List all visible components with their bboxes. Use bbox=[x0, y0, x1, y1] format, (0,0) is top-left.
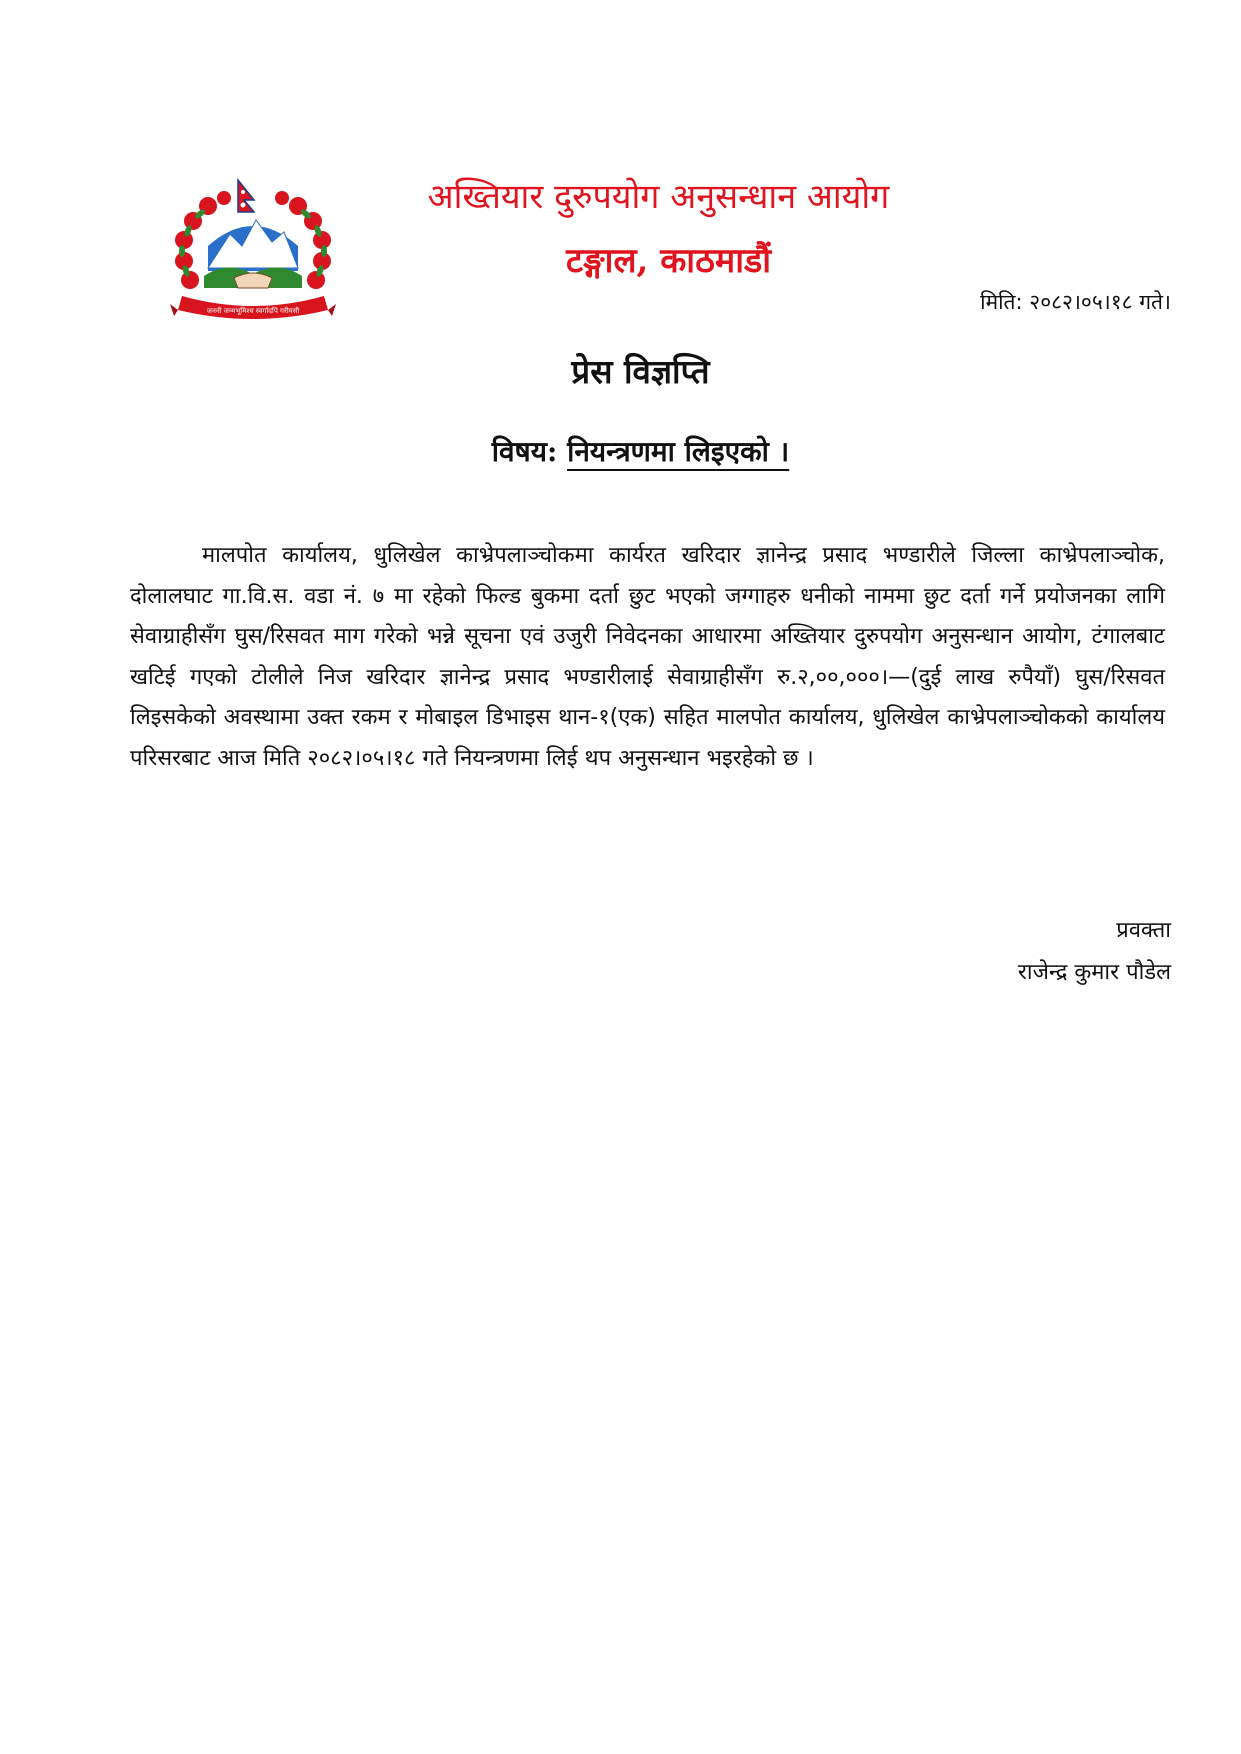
subject-line bbox=[0, 432, 1241, 470]
organization-name: अख्तियार दुरुपयोग अनुसन्धान आयोग bbox=[427, 177, 890, 217]
signature-block bbox=[1018, 910, 1171, 994]
svg-text:जननी जन्मभूमिश्च स्वर्गादपि गर: जननी जन्मभूमिश्च स्वर्गादपि गरीयसी bbox=[206, 307, 300, 315]
signatory-role: प्रवक्ता bbox=[1116, 918, 1171, 943]
body-paragraph: मालपोत कार्यालय, धुलिखेल काभ्रेपलाञ्चोकमा कार्यरत खरिदार ज्ञानेन्द्र प्रसाद भण्डारीले जिल्ला काभ्रेपलाञ्चोक, दोलालघाट गा.वि.स. वडा नं. ७ मा रहेको फिल्ड बुकमा दर्ता छुट भएको जग्गाहरु धनीको नाममा छुट दर्ता गर्ने प्रयोजनका लागि सेवाग्राहीसँग घुस/रिसवत माग गरेको भन्ने सूचना एवं उजुरी निवेदनका आधारमा अख्तियार दुरुपयोग अनुसन्धान आयोग, टंगालबाट खटिई गएको टोलीले निज खरिदार ज्ञानेन्द्र प्रसाद भण्डारीलाई सेवाग्राहीसँग रु.२,००,०००।—(दुई लाख रुपैयाँ) घुस/रिसवत लिइसकेको अवस्थामा उक्त रकम र मोबाइल डिभाइस थान-१(एक) सहित मालपोत कार्यालय, धुलिखेल काभ्रेपलाञ्चोकको कार्यालय परिसरबाट आज मिति २०८२।०५।१८ गते नियन्त्रणमा लिई थप अनुसन्धान भइरहेको छ । bbox=[130, 543, 1165, 771]
organization-address: टङ्गाल, काठमाडौं bbox=[566, 241, 771, 281]
subject-text: नियन्त्रणमा लिइएको । bbox=[567, 435, 790, 468]
date-line: मिति: २०८२।०५।१८ गते। bbox=[980, 290, 1171, 314]
page-title: प्रेस विज्ञप्ति bbox=[571, 352, 710, 391]
subject-label: विषय: bbox=[491, 435, 558, 468]
signatory-name: राजेन्द्र कुमार पौडेल bbox=[1017, 960, 1171, 985]
